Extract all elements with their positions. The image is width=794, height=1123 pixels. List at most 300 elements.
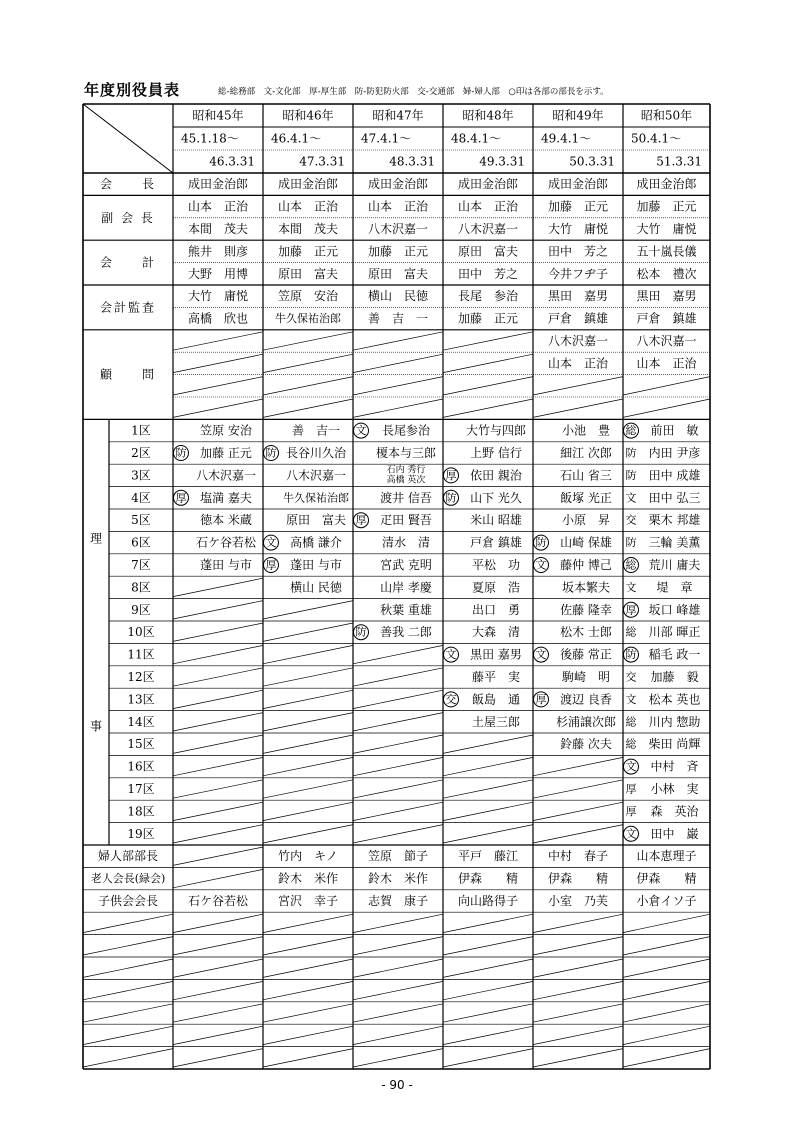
empty-cell-diagonal	[443, 1049, 533, 1067]
district-label: 14区	[127, 714, 155, 729]
empty-cell-diagonal	[533, 780, 623, 798]
officer-name: 成田金治郎	[547, 177, 609, 192]
officer-name: 八木沢嘉一	[367, 222, 429, 236]
empty-cell-diagonal	[623, 937, 710, 955]
director-name: 八木沢嘉一	[195, 468, 257, 483]
empty-cell-diagonal	[353, 735, 443, 753]
director-name: 細江 次郎	[560, 446, 612, 460]
director-name: 中村 斉	[650, 759, 699, 774]
empty-cell-diagonal	[173, 623, 263, 641]
office-role-label: 顧 問	[99, 367, 157, 382]
empty-cell-diagonal	[353, 981, 443, 999]
officer-name: 伊森 精	[636, 871, 697, 886]
director-name: 米山 昭雄	[470, 513, 522, 528]
director-name: 長谷川久治	[285, 446, 347, 460]
empty-cell-diagonal	[173, 959, 263, 977]
department-mark: 防	[175, 446, 187, 460]
department-mark: 文	[535, 648, 547, 662]
empty-cell-diagonal	[443, 802, 533, 820]
empty-cell-diagonal	[173, 645, 263, 663]
empty-cell-diagonal	[173, 914, 263, 932]
director-name: 藤仲 博己	[560, 558, 612, 572]
district-label: 2区	[131, 446, 151, 460]
director-name: 堤 章	[656, 580, 693, 595]
director-name: 後藤 常正	[560, 647, 612, 662]
bottom-role-label: 子供会会長	[97, 894, 159, 908]
department-mark: 防	[625, 536, 637, 550]
empty-cell-diagonal	[263, 399, 353, 417]
department-mark: 総	[625, 715, 637, 729]
director-name: 川内 惣助	[648, 714, 701, 729]
district-label: 19区	[127, 826, 155, 841]
director-name: 川部 暉正	[648, 625, 701, 640]
empty-cell-diagonal	[623, 377, 710, 395]
director-name: 石ケ谷若松	[195, 535, 257, 550]
director-name: 横山 民徳	[290, 580, 342, 595]
empty-cell-diagonal	[83, 959, 173, 977]
empty-cell-diagonal	[263, 802, 353, 820]
officer-name: 熊井 則彦	[187, 244, 249, 259]
empty-cell-diagonal	[443, 399, 533, 417]
empty-cell-diagonal	[263, 713, 353, 731]
empty-cell-diagonal	[353, 332, 443, 350]
officer-name: 戸倉 鎮雄	[547, 311, 609, 326]
empty-cell-diagonal	[173, 937, 263, 955]
director-name: 山岸 孝慶	[380, 580, 432, 595]
empty-cell-diagonal	[353, 668, 443, 686]
empty-cell-diagonal	[623, 1004, 710, 1022]
officer-name: 今井フヂ子	[547, 266, 609, 281]
officer-name: 原田 富夫	[457, 244, 519, 259]
empty-cell-diagonal	[623, 399, 710, 417]
officer-name: 成田金治郎	[187, 177, 249, 192]
empty-cell-diagonal	[443, 981, 533, 999]
empty-cell-diagonal	[83, 1026, 173, 1044]
department-mark: 総	[625, 737, 637, 751]
office-role-label: 会計監査	[99, 300, 157, 315]
department-mark: 防	[535, 536, 547, 550]
district-label: 9区	[131, 602, 151, 617]
director-name: 小池 豊	[561, 423, 611, 438]
empty-cell-diagonal	[263, 825, 353, 843]
year-label: 昭和48年	[462, 108, 514, 123]
empty-cell-diagonal	[443, 914, 533, 932]
director-name: 松本 英也	[648, 692, 701, 707]
empty-cell-diagonal	[353, 713, 443, 731]
district-label: 13区	[127, 692, 155, 707]
empty-cell-diagonal	[443, 937, 533, 955]
empty-cell-diagonal	[173, 780, 263, 798]
officer-name: 成田金治郎	[636, 177, 697, 192]
director-name: 高橋 英次	[386, 475, 426, 486]
director-name: 牛久保祐治郎	[283, 491, 349, 505]
officer-name: 牛久保祐治郎	[275, 312, 341, 326]
empty-cell-diagonal	[263, 757, 353, 775]
department-mark: 交	[445, 692, 457, 706]
director-name: 上野 信行	[470, 446, 522, 460]
officer-name: 大竹 庸悦	[187, 289, 249, 304]
officer-name: 平戸 藤江	[457, 849, 519, 864]
officer-name: 黒田 嘉男	[636, 289, 697, 304]
district-label: 5区	[131, 513, 151, 528]
empty-cell-diagonal	[173, 713, 263, 731]
director-name: 坂口 峰雄	[648, 602, 701, 617]
director-name: 小原 昇	[561, 513, 611, 528]
director-name: 徳本 米蔵	[200, 513, 252, 528]
officer-name: 原田 富夫	[367, 266, 429, 281]
director-name: 田中 巌	[650, 826, 699, 841]
empty-cell-diagonal	[173, 354, 263, 372]
empty-cell-diagonal	[533, 981, 623, 999]
empty-cell-diagonal	[173, 825, 263, 843]
director-name: 大竹与四郎	[465, 423, 527, 438]
department-mark: 文	[625, 491, 637, 505]
term-end: 48.3.31	[389, 154, 435, 169]
empty-cell-diagonal	[533, 802, 623, 820]
director-name: 依田 親治	[470, 468, 522, 483]
office-role-label: 会 計	[99, 255, 157, 270]
department-mark: 文	[625, 692, 637, 706]
officer-name: 加藤 正元	[636, 199, 697, 214]
empty-cell-diagonal	[353, 1004, 443, 1022]
director-name: 蓬田 与市	[290, 558, 342, 572]
district-label: 16区	[127, 759, 155, 774]
empty-cell-diagonal	[353, 1049, 443, 1067]
empty-cell-diagonal	[353, 399, 443, 417]
department-mark: 文	[535, 558, 547, 572]
officer-name: 八木沢嘉一	[547, 334, 609, 348]
officer-name: 善 吉 一	[367, 311, 429, 326]
officer-name: 成田金治郎	[367, 177, 429, 192]
empty-cell-diagonal	[263, 1004, 353, 1022]
director-name: 田中 成雄	[648, 468, 701, 483]
office-role-label: 副 会 長	[101, 210, 155, 225]
director-name: 疋田 賢吾	[380, 513, 432, 528]
district-label: 11区	[127, 647, 155, 662]
empty-cell-diagonal	[173, 847, 263, 865]
director-name: 笠原 安治	[200, 423, 252, 438]
term-start: 50.4.1～	[631, 131, 682, 146]
term-end: 47.3.31	[299, 154, 345, 169]
directors-label: 事	[89, 718, 103, 733]
empty-cell-diagonal	[173, 377, 263, 395]
officer-name: 横山 民徳	[367, 289, 429, 304]
officer-name: 大竹 庸悦	[636, 222, 697, 236]
department-mark: 厚	[445, 468, 457, 482]
office-role-label: 会 長	[99, 177, 157, 192]
officer-name: 鈴木 米作	[367, 871, 429, 886]
empty-cell-diagonal	[533, 914, 623, 932]
empty-cell-diagonal	[263, 377, 353, 395]
department-mark: 厚	[625, 782, 637, 796]
empty-cell-diagonal	[173, 690, 263, 708]
empty-cell-diagonal	[533, 1004, 623, 1022]
director-name: 栗木 邦雄	[648, 513, 701, 528]
director-name: 蓬田 与市	[200, 558, 252, 572]
officer-name: 黒田 嘉男	[547, 289, 609, 304]
officer-name: 大野 用博	[187, 266, 249, 281]
director-name: 原田 富夫	[285, 513, 347, 528]
director-name: 清水 清	[381, 535, 431, 550]
empty-cell-diagonal	[173, 1004, 263, 1022]
officer-name: 中村 春子	[547, 849, 609, 864]
empty-cell-diagonal	[353, 1026, 443, 1044]
empty-cell-diagonal	[173, 399, 263, 417]
officer-name: 山本 正治	[457, 199, 519, 214]
empty-cell-diagonal	[173, 869, 263, 887]
department-mark: 厚	[625, 804, 637, 818]
department-mark: 厚	[625, 603, 637, 617]
empty-cell-diagonal	[83, 1049, 173, 1067]
officer-name: 八木沢嘉一	[636, 334, 697, 348]
district-label: 6区	[131, 535, 151, 550]
empty-cell-diagonal	[443, 959, 533, 977]
term-start: 45.1.18～	[181, 131, 239, 146]
empty-cell-diagonal	[173, 668, 263, 686]
department-mark: 文	[625, 580, 637, 594]
director-name: 稲毛 政一	[648, 647, 701, 662]
director-name: 小林 実	[650, 782, 699, 796]
officer-name: 小室 乃芙	[547, 894, 609, 908]
district-label: 15区	[127, 737, 155, 752]
empty-cell-diagonal	[443, 332, 533, 350]
empty-cell-diagonal	[263, 981, 353, 999]
empty-cell-diagonal	[533, 825, 623, 843]
officer-name: 志賀 康子	[367, 894, 429, 908]
empty-cell-diagonal	[83, 937, 173, 955]
officer-name: 加藤 正元	[367, 244, 429, 259]
district-label: 4区	[131, 490, 151, 505]
officer-name: 本間 茂夫	[187, 222, 249, 236]
district-label: 17区	[127, 782, 155, 796]
district-label: 1区	[131, 423, 151, 438]
director-name: 柴田 尚輝	[648, 737, 701, 752]
director-name: 榎本与三郎	[375, 446, 437, 460]
director-name: 田中 弘三	[648, 490, 701, 505]
director-name: 森 英治	[650, 804, 699, 819]
director-name: 出口 勇	[471, 602, 521, 617]
empty-cell-diagonal	[623, 981, 710, 999]
officer-name: 加藤 正元	[457, 311, 519, 326]
director-name: 三輪 美薫	[648, 535, 701, 550]
officer-name: 山本 正治	[367, 199, 429, 214]
district-label: 12区	[127, 670, 155, 684]
officer-name: 山本 正治	[277, 199, 339, 214]
empty-cell-diagonal	[173, 1049, 263, 1067]
department-mark: 厚	[355, 513, 367, 527]
bottom-role-label: 老人会長(緑会)	[90, 872, 166, 886]
officer-name: 向山路得子	[457, 894, 519, 908]
officer-name: 竹内 キノ	[278, 849, 338, 864]
empty-cell-diagonal	[263, 735, 353, 753]
empty-cell-diagonal	[533, 937, 623, 955]
empty-cell-diagonal	[263, 1049, 353, 1067]
officer-name: 笠原 節子	[367, 849, 429, 864]
department-mark: 文	[625, 760, 637, 774]
empty-cell-diagonal	[263, 645, 353, 663]
empty-cell-diagonal	[173, 1026, 263, 1044]
officer-name: 松本 禮次	[636, 266, 697, 281]
director-name: 藤平 実	[471, 670, 521, 684]
department-mark: 防	[265, 446, 277, 460]
empty-cell-diagonal	[83, 914, 173, 932]
officer-name: 石ケ谷若松	[187, 894, 249, 908]
empty-cell-diagonal	[263, 780, 353, 798]
empty-cell-diagonal	[353, 937, 443, 955]
bottom-role-label: 婦人部部長	[97, 849, 159, 864]
director-name: 飯島 通	[471, 692, 521, 707]
empty-cell-diagonal	[443, 377, 533, 395]
empty-cell-diagonal	[263, 668, 353, 686]
department-mark: 防	[625, 648, 637, 662]
department-mark: 防	[355, 625, 367, 639]
director-name: 内田 尹彦	[648, 446, 701, 460]
empty-cell-diagonal	[353, 377, 443, 395]
empty-cell-diagonal	[353, 757, 443, 775]
year-label: 昭和50年	[640, 108, 693, 123]
empty-cell-diagonal	[263, 601, 353, 619]
empty-cell-diagonal	[173, 981, 263, 999]
department-mark: 文	[625, 827, 637, 841]
officer-name: 五十嵐長儀	[636, 244, 697, 259]
term-end: 46.3.31	[209, 154, 255, 169]
term-end: 50.3.31	[569, 154, 615, 169]
officer-name: 山本 正治	[636, 356, 697, 371]
director-name: 黒田 嘉男	[470, 647, 522, 662]
director-name: 前田 敏	[650, 423, 699, 438]
empty-cell-diagonal	[623, 959, 710, 977]
officer-name: 成田金治郎	[277, 177, 339, 192]
empty-cell-diagonal	[353, 780, 443, 798]
empty-cell-diagonal	[533, 399, 623, 417]
director-name: 加藤 正元	[200, 446, 252, 460]
department-mark: 文	[355, 424, 367, 438]
empty-cell-diagonal	[533, 959, 623, 977]
officer-name: 山本 正治	[547, 356, 609, 371]
empty-cell-diagonal	[263, 1026, 353, 1044]
directors-label: 理	[89, 531, 103, 546]
department-mark: 防	[625, 446, 637, 460]
empty-cell-diagonal	[173, 601, 263, 619]
empty-cell-diagonal	[263, 623, 353, 641]
director-name: 坂本繁夫	[561, 580, 611, 595]
district-label: 10区	[127, 625, 155, 640]
district-label: 8区	[131, 580, 151, 595]
term-end: 51.3.31	[656, 154, 702, 169]
department-mark: 文	[265, 536, 277, 550]
empty-cell-diagonal	[353, 645, 443, 663]
empty-cell-diagonal	[443, 825, 533, 843]
department-mark: 文	[445, 648, 457, 662]
director-name: 山崎 保雄	[560, 535, 612, 550]
director-name: 長尾参治	[381, 423, 431, 438]
officer-name: 山本 正治	[187, 199, 249, 214]
empty-cell-diagonal	[623, 1026, 710, 1044]
director-name: 平松 功	[471, 558, 521, 572]
year-label: 昭和46年	[282, 108, 334, 123]
officer-name: 加藤 正元	[277, 244, 339, 259]
director-name: 加藤 毅	[650, 670, 699, 684]
department-mark: 防	[625, 468, 637, 482]
header-diagonal	[83, 104, 173, 173]
director-name: 善我 二郎	[380, 625, 432, 640]
director-name: 八木沢嘉一	[285, 468, 347, 483]
department-mark: 交	[625, 670, 637, 684]
page-number: - 90 -	[381, 1078, 413, 1092]
officer-name: 伊森 精	[457, 871, 519, 886]
empty-cell-diagonal	[443, 1004, 533, 1022]
director-name: 鈴藤 次夫	[560, 737, 612, 752]
director-name: 秋葉 重雄	[380, 602, 432, 617]
officer-name: 鈴木 米作	[277, 871, 339, 886]
department-mark: 厚	[535, 692, 547, 706]
officer-name: 田中 芳之	[457, 266, 519, 281]
district-label: 3区	[131, 468, 151, 483]
empty-cell-diagonal	[353, 825, 443, 843]
director-name: 土屋三郎	[471, 714, 521, 729]
officer-name: 山本恵理子	[636, 849, 697, 864]
empty-cell-diagonal	[443, 1026, 533, 1044]
empty-cell-diagonal	[533, 757, 623, 775]
director-name: 善 吉一	[291, 423, 341, 438]
empty-cell-diagonal	[353, 802, 443, 820]
term-start: 48.4.1～	[451, 131, 502, 146]
empty-cell-diagonal	[83, 981, 173, 999]
officer-name: 八木沢嘉一	[457, 222, 519, 236]
district-label: 18区	[127, 804, 155, 819]
empty-cell-diagonal	[623, 914, 710, 932]
officer-name: 加藤 正元	[547, 199, 609, 214]
officer-name: 笠原 安治	[277, 289, 339, 304]
officer-name: 宮沢 幸子	[277, 894, 339, 908]
director-name: 杉浦譲次郎	[555, 714, 617, 729]
officer-name: 高橋 欣也	[187, 311, 249, 326]
empty-cell-diagonal	[263, 914, 353, 932]
officer-name: 戸倉 鎮雄	[636, 311, 697, 326]
director-name: 高橋 謙介	[290, 535, 342, 550]
district-label: 7区	[131, 558, 151, 572]
director-name: 石山 省三	[560, 468, 612, 483]
director-name: 戸倉 鎮雄	[470, 535, 522, 550]
department-mark: 防	[445, 491, 457, 505]
year-label: 昭和45年	[192, 108, 244, 123]
year-label: 昭和49年	[552, 108, 604, 123]
officer-name: 本間 茂夫	[277, 222, 339, 236]
empty-cell-diagonal	[173, 757, 263, 775]
department-mark: 厚	[265, 558, 277, 572]
term-start: 47.4.1～	[361, 131, 412, 146]
department-mark: 厚	[175, 491, 187, 505]
empty-cell-diagonal	[263, 690, 353, 708]
term-end: 49.3.31	[479, 154, 525, 169]
officer-name: 田中 芳之	[547, 244, 609, 259]
empty-cell-diagonal	[533, 377, 623, 395]
director-name: 松木 士郎	[560, 625, 612, 640]
director-name: 荒川 庸夫	[648, 558, 701, 572]
department-mark: 交	[625, 513, 637, 527]
empty-cell-diagonal	[353, 354, 443, 372]
year-label: 昭和47年	[372, 108, 424, 123]
officer-name: 成田金治郎	[457, 177, 519, 192]
officer-name: 小倉イソ子	[636, 894, 697, 908]
empty-cell-diagonal	[623, 1049, 710, 1067]
department-mark: 総	[625, 424, 637, 438]
empty-cell-diagonal	[533, 1049, 623, 1067]
empty-cell-diagonal	[443, 354, 533, 372]
empty-cell-diagonal	[443, 780, 533, 798]
empty-cell-diagonal	[263, 354, 353, 372]
director-name: 渡辺 良香	[560, 692, 612, 707]
